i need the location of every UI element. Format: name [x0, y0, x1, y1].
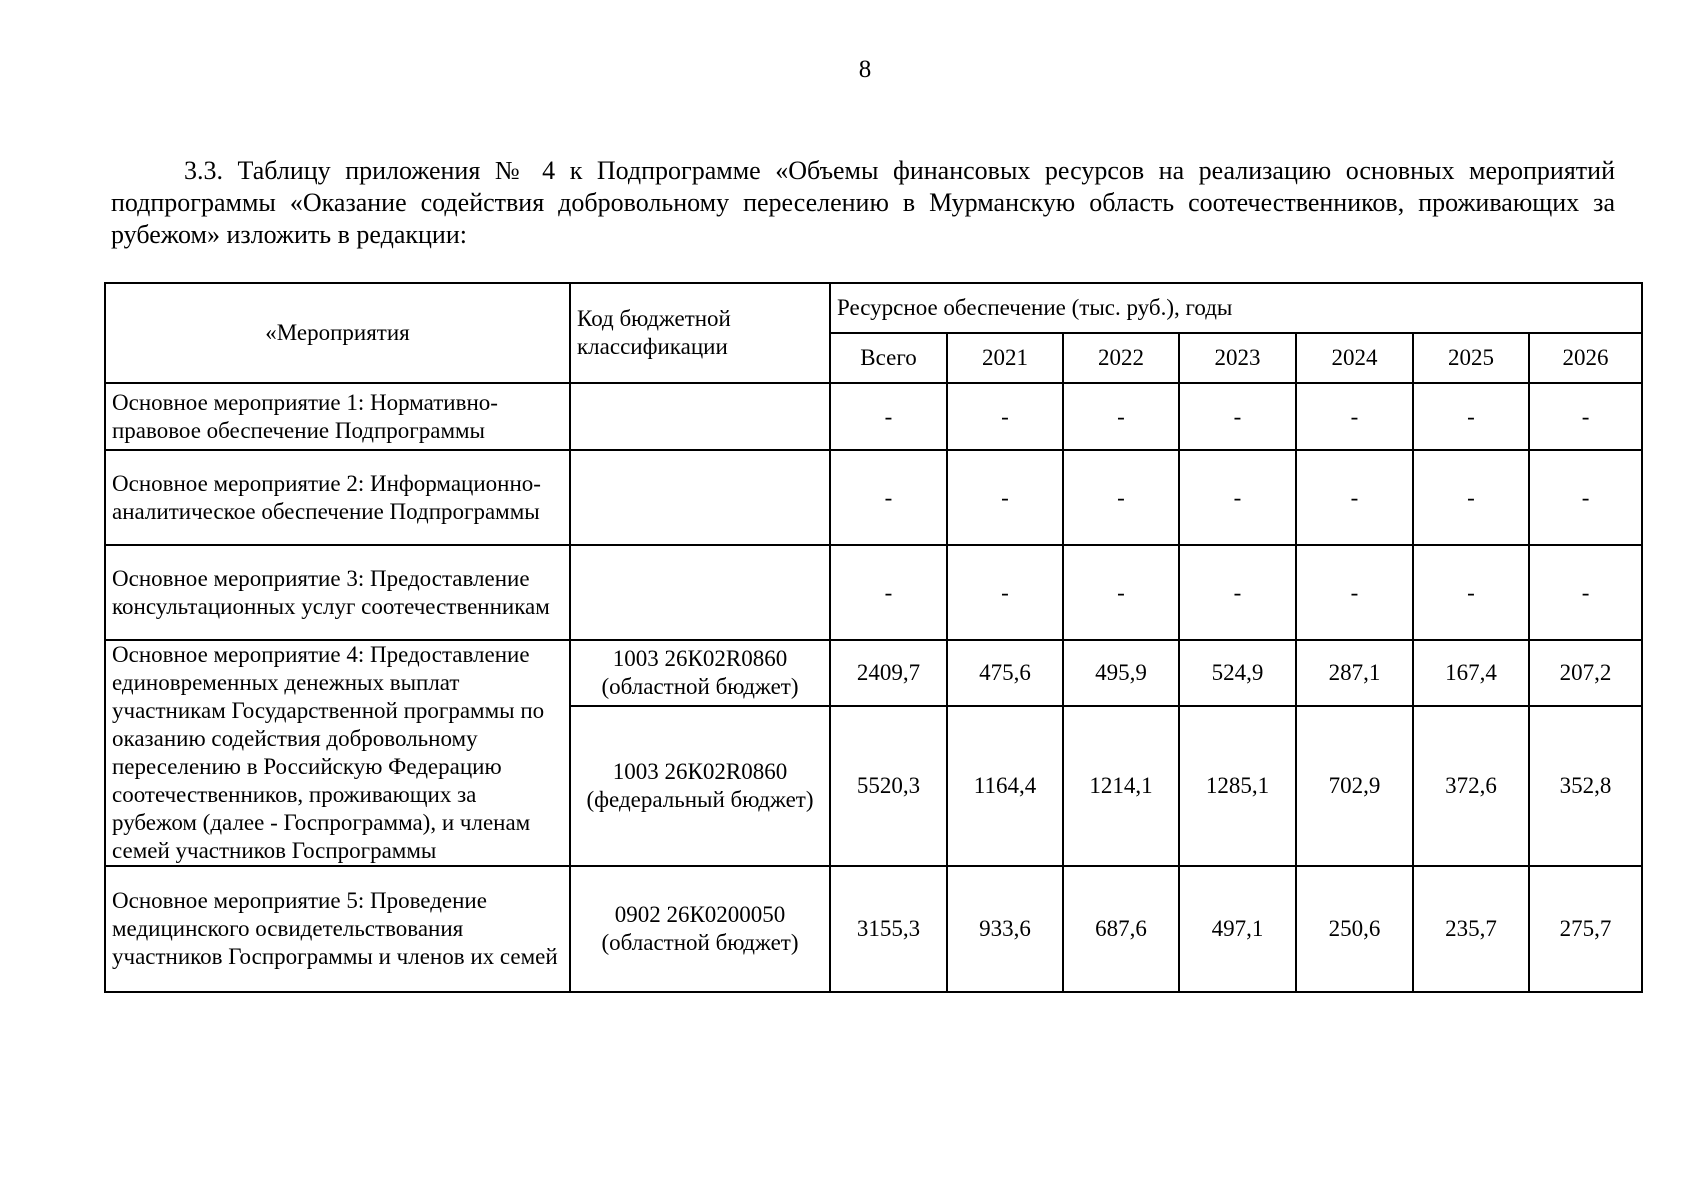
header-row-1 — [105, 283, 1642, 333]
value-cell: 1164,4 — [947, 706, 1063, 866]
kbk-cell-3 — [570, 545, 830, 640]
kbk-code: 1003 26К02R0860 — [612, 646, 788, 671]
event-name-3: Основное мероприятие 3: Предоставление консультационных услуг соотечественникам — [105, 545, 570, 640]
value-cell: - — [1529, 450, 1642, 545]
kbk-cell-5 — [570, 866, 830, 992]
value-cell: 524,9 — [1179, 640, 1296, 706]
value-cell: 702,9 — [1296, 706, 1413, 866]
table-row — [105, 866, 1642, 992]
kbk-budget: (областной бюджет) — [601, 930, 799, 955]
value-cell: 933,6 — [947, 866, 1063, 992]
value-cell: 287,1 — [1296, 640, 1413, 706]
value-cell: - — [830, 383, 947, 450]
header-kbk-line2: классификации — [577, 334, 728, 359]
kbk-cell-1 — [570, 383, 830, 450]
header-year-2025: 2025 — [1413, 333, 1529, 383]
table-row — [105, 383, 1642, 450]
value-cell: - — [947, 383, 1063, 450]
header-year-2023: 2023 — [1179, 333, 1296, 383]
header-year-2026: 2026 — [1529, 333, 1642, 383]
value-cell: - — [1179, 383, 1296, 450]
value-cell: - — [947, 450, 1063, 545]
value-cell: 235,7 — [1413, 866, 1529, 992]
page-number: 8 — [858, 56, 872, 83]
header-kbk-line1: Код бюджетной — [577, 306, 731, 331]
value-cell: 1285,1 — [1179, 706, 1296, 866]
table-row — [105, 640, 1642, 706]
kbk-cell-4b — [570, 706, 830, 866]
kbk-code: 1003 26К02R0860 — [612, 759, 788, 784]
kbk-budget: (областной бюджет) — [601, 674, 799, 699]
value-cell: 250,6 — [1296, 866, 1413, 992]
header-events: «Мероприятия — [105, 283, 570, 383]
value-cell: 495,9 — [1063, 640, 1179, 706]
value-cell: 3155,3 — [830, 866, 947, 992]
value-cell: 275,7 — [1529, 866, 1642, 992]
value-cell: - — [830, 545, 947, 640]
value-cell: 372,6 — [1413, 706, 1529, 866]
value-cell: 2409,7 — [830, 640, 947, 706]
table-row — [105, 545, 1642, 640]
value-cell: - — [1063, 450, 1179, 545]
value-cell: 207,2 — [1529, 640, 1642, 706]
value-cell: - — [1413, 450, 1529, 545]
value-cell: - — [1529, 545, 1642, 640]
value-cell: 497,1 — [1179, 866, 1296, 992]
intro-paragraph: 3.3. Таблицу приложения № 4 к Подпрограмме «Объемы финансовых ресурсов на реализацию основных мероприятий подпрограммы «Оказание содействия добровольному переселению в Мурманскую область соотечественников, проживающих за рубежом» изложить в редакции: — [111, 156, 1615, 249]
value-cell: - — [1529, 383, 1642, 450]
event-name-5: Основное мероприятие 5: Проведение медицинского освидетельствования участников Госпрограммы и членов их семей — [105, 866, 570, 992]
value-cell: - — [1179, 450, 1296, 545]
header-kbk — [570, 283, 830, 383]
table-row — [105, 450, 1642, 545]
value-cell: 687,6 — [1063, 866, 1179, 992]
header-year-2021: 2021 — [947, 333, 1063, 383]
kbk-code: 0902 26К0200050 — [614, 902, 786, 927]
value-cell: 1214,1 — [1063, 706, 1179, 866]
value-cell: - — [1063, 383, 1179, 450]
header-resources: Ресурсное обеспечение (тыс. руб.), годы — [830, 283, 1642, 333]
header-year-2022: 2022 — [1063, 333, 1179, 383]
value-cell: - — [1063, 545, 1179, 640]
value-cell: - — [1413, 545, 1529, 640]
value-cell: 5520,3 — [830, 706, 947, 866]
event-name-1: Основное мероприятие 1: Нормативно-правовое обеспечение Подпрограммы — [105, 383, 570, 450]
value-cell: 352,8 — [1529, 706, 1642, 866]
event-name-4: Основное мероприятие 4: Предоставление единовременных денежных выплат участникам Государственной программы по оказанию содействия добровольному переселению в Российскую Федерацию соотечественников, проживающих за рубежом (далее - Госпрограмма), и членам семей участников Госпрограммы — [105, 640, 570, 866]
budget-table — [104, 282, 1643, 993]
kbk-cell-4a — [570, 640, 830, 706]
value-cell: - — [1179, 545, 1296, 640]
value-cell: - — [1296, 450, 1413, 545]
value-cell: - — [1296, 383, 1413, 450]
value-cell: - — [1296, 545, 1413, 640]
header-year-2024: 2024 — [1296, 333, 1413, 383]
value-cell: - — [830, 450, 947, 545]
kbk-cell-2 — [570, 450, 830, 545]
value-cell: 475,6 — [947, 640, 1063, 706]
event-name-2: Основное мероприятие 2: Информационно-аналитическое обеспечение Подпрограммы — [105, 450, 570, 545]
header-total: Всего — [830, 333, 947, 383]
value-cell: 167,4 — [1413, 640, 1529, 706]
value-cell: - — [947, 545, 1063, 640]
kbk-budget: (федеральный бюджет) — [586, 787, 814, 812]
value-cell: - — [1413, 383, 1529, 450]
